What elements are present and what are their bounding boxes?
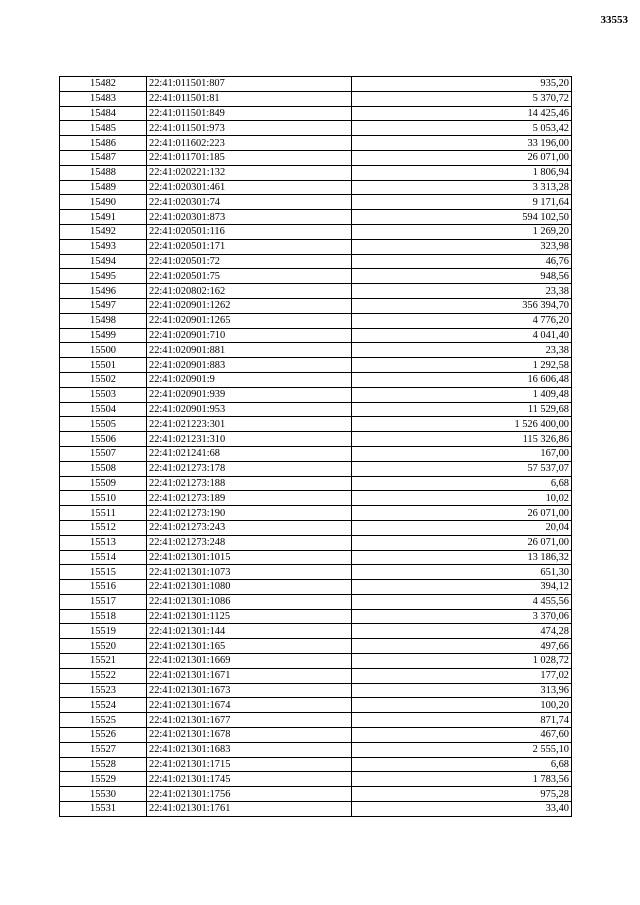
table-row	[60, 609, 572, 624]
value-cell: 20,04	[352, 520, 572, 535]
cadastral-number-cell: 22:41:011701:185	[147, 150, 352, 165]
table-row	[60, 698, 572, 713]
cadastral-number-cell: 22:41:021301:1673	[147, 683, 352, 698]
row-number-cell: 15519	[60, 624, 147, 639]
cadastral-number-cell: 22:41:021301:1669	[147, 654, 352, 669]
value-cell: 167,00	[352, 446, 572, 461]
value-cell: 474,28	[352, 624, 572, 639]
table-row	[60, 506, 572, 521]
cadastral-number-cell: 22:41:021301:1073	[147, 565, 352, 580]
table-row	[60, 372, 572, 387]
row-number-cell: 15525	[60, 713, 147, 728]
cadastral-value-table	[59, 76, 572, 817]
table-row	[60, 580, 572, 595]
table-row	[60, 402, 572, 417]
row-number-cell: 15482	[60, 77, 147, 92]
value-cell: 4 041,40	[352, 328, 572, 343]
value-cell: 1 292,58	[352, 358, 572, 373]
cadastral-number-cell: 22:41:020221:132	[147, 165, 352, 180]
value-cell: 467,60	[352, 728, 572, 743]
cadastral-number-cell: 22:41:020901:1265	[147, 313, 352, 328]
row-number-cell: 15491	[60, 210, 147, 225]
table-row	[60, 106, 572, 121]
cadastral-number-cell: 22:41:021301:1761	[147, 802, 352, 817]
cadastral-number-cell: 22:41:020802:162	[147, 284, 352, 299]
table-row	[60, 742, 572, 757]
row-number-cell: 15506	[60, 432, 147, 447]
row-number-cell: 15522	[60, 668, 147, 683]
value-cell: 871,74	[352, 713, 572, 728]
table-row	[60, 121, 572, 136]
value-cell: 10,02	[352, 491, 572, 506]
cadastral-number-cell: 22:41:021273:190	[147, 506, 352, 521]
cadastral-number-cell: 22:41:021301:1086	[147, 594, 352, 609]
value-cell: 1 028,72	[352, 654, 572, 669]
value-cell: 33,40	[352, 802, 572, 817]
value-cell: 497,66	[352, 639, 572, 654]
value-cell: 3 313,28	[352, 180, 572, 195]
table-row	[60, 683, 572, 698]
row-number-cell: 15499	[60, 328, 147, 343]
cadastral-number-cell: 22:41:021301:1015	[147, 550, 352, 565]
cadastral-number-cell: 22:41:021241:68	[147, 446, 352, 461]
row-number-cell: 15512	[60, 520, 147, 535]
row-number-cell: 15492	[60, 224, 147, 239]
cadastral-number-cell: 22:41:011501:849	[147, 106, 352, 121]
table-row	[60, 387, 572, 402]
row-number-cell: 15514	[60, 550, 147, 565]
value-cell: 5 370,72	[352, 91, 572, 106]
table-body	[60, 77, 572, 817]
table-row	[60, 476, 572, 491]
row-number-cell: 15526	[60, 728, 147, 743]
table-row	[60, 254, 572, 269]
table-row	[60, 432, 572, 447]
cadastral-number-cell: 22:41:011602:223	[147, 136, 352, 151]
value-cell: 16 606,48	[352, 372, 572, 387]
row-number-cell: 15524	[60, 698, 147, 713]
value-cell: 3 370,06	[352, 609, 572, 624]
value-cell: 46,76	[352, 254, 572, 269]
cadastral-number-cell: 22:41:021301:1671	[147, 668, 352, 683]
row-number-cell: 15507	[60, 446, 147, 461]
table-row	[60, 313, 572, 328]
cadastral-number-cell: 22:41:021301:1674	[147, 698, 352, 713]
row-number-cell: 15488	[60, 165, 147, 180]
cadastral-number-cell: 22:41:011501:973	[147, 121, 352, 136]
row-number-cell: 15487	[60, 150, 147, 165]
value-cell: 594 102,50	[352, 210, 572, 225]
row-number-cell: 15516	[60, 580, 147, 595]
row-number-cell: 15501	[60, 358, 147, 373]
row-number-cell: 15502	[60, 372, 147, 387]
table-row	[60, 269, 572, 284]
row-number-cell: 15497	[60, 298, 147, 313]
cadastral-number-cell: 22:41:021273:243	[147, 520, 352, 535]
row-number-cell: 15500	[60, 343, 147, 358]
table-row	[60, 136, 572, 151]
row-number-cell: 15521	[60, 654, 147, 669]
row-number-cell: 15503	[60, 387, 147, 402]
table-row	[60, 224, 572, 239]
table-row	[60, 639, 572, 654]
row-number-cell: 15520	[60, 639, 147, 654]
row-number-cell: 15490	[60, 195, 147, 210]
row-number-cell: 15505	[60, 417, 147, 432]
value-cell: 1 526 400,00	[352, 417, 572, 432]
table-row	[60, 550, 572, 565]
value-cell: 26 071,00	[352, 150, 572, 165]
cadastral-number-cell: 22:41:020501:171	[147, 239, 352, 254]
cadastral-number-cell: 22:41:020301:461	[147, 180, 352, 195]
cadastral-number-cell: 22:41:021301:144	[147, 624, 352, 639]
cadastral-number-cell: 22:41:021301:1677	[147, 713, 352, 728]
cadastral-number-cell: 22:41:021301:1715	[147, 757, 352, 772]
row-number-cell: 15486	[60, 136, 147, 151]
value-cell: 57 537,07	[352, 461, 572, 476]
value-cell: 4 455,56	[352, 594, 572, 609]
row-number-cell: 15518	[60, 609, 147, 624]
cadastral-number-cell: 22:41:020501:116	[147, 224, 352, 239]
row-number-cell: 15530	[60, 787, 147, 802]
table-row	[60, 328, 572, 343]
value-cell: 6,68	[352, 476, 572, 491]
value-cell: 6,68	[352, 757, 572, 772]
table-row	[60, 210, 572, 225]
row-number-cell: 15509	[60, 476, 147, 491]
row-number-cell: 15495	[60, 269, 147, 284]
cadastral-number-cell: 22:41:021273:248	[147, 535, 352, 550]
cadastral-number-cell: 22:41:021231:310	[147, 432, 352, 447]
cadastral-number-cell: 22:41:020301:873	[147, 210, 352, 225]
table-row	[60, 417, 572, 432]
cadastral-number-cell: 22:41:020501:75	[147, 269, 352, 284]
table-row	[60, 787, 572, 802]
value-cell: 115 326,86	[352, 432, 572, 447]
value-cell: 394,12	[352, 580, 572, 595]
value-cell: 1 806,94	[352, 165, 572, 180]
value-cell: 26 071,00	[352, 506, 572, 521]
table-row	[60, 491, 572, 506]
table-row	[60, 195, 572, 210]
cadastral-number-cell: 22:41:020301:74	[147, 195, 352, 210]
row-number-cell: 15517	[60, 594, 147, 609]
table-row	[60, 358, 572, 373]
table-row	[60, 239, 572, 254]
row-number-cell: 15496	[60, 284, 147, 299]
cadastral-number-cell: 22:41:011501:807	[147, 77, 352, 92]
table-row	[60, 165, 572, 180]
row-number-cell: 15511	[60, 506, 147, 521]
value-cell: 935,20	[352, 77, 572, 92]
cadastral-number-cell: 22:41:021301:1080	[147, 580, 352, 595]
cadastral-number-cell: 22:41:020901:710	[147, 328, 352, 343]
value-cell: 323,98	[352, 239, 572, 254]
cadastral-number-cell: 22:41:020901:939	[147, 387, 352, 402]
row-number-cell: 15489	[60, 180, 147, 195]
table-row	[60, 565, 572, 580]
value-cell: 1 269,20	[352, 224, 572, 239]
cadastral-number-cell: 22:41:021301:1756	[147, 787, 352, 802]
value-cell: 23,38	[352, 284, 572, 299]
table-row	[60, 91, 572, 106]
value-cell: 23,38	[352, 343, 572, 358]
row-number-cell: 15484	[60, 106, 147, 121]
cadastral-number-cell: 22:41:020901:1262	[147, 298, 352, 313]
table-row	[60, 713, 572, 728]
row-number-cell: 15493	[60, 239, 147, 254]
page-number: 33553	[600, 14, 628, 26]
value-cell: 2 555,10	[352, 742, 572, 757]
table-row	[60, 446, 572, 461]
cadastral-number-cell: 22:41:021301:165	[147, 639, 352, 654]
table-row	[60, 150, 572, 165]
table-row	[60, 757, 572, 772]
table-row	[60, 180, 572, 195]
cadastral-number-cell: 22:41:021273:189	[147, 491, 352, 506]
cadastral-number-cell: 22:41:020901:9	[147, 372, 352, 387]
row-number-cell: 15515	[60, 565, 147, 580]
value-cell: 5 053,42	[352, 121, 572, 136]
table-row	[60, 520, 572, 535]
value-cell: 9 171,64	[352, 195, 572, 210]
row-number-cell: 15485	[60, 121, 147, 136]
value-cell: 948,56	[352, 269, 572, 284]
row-number-cell: 15531	[60, 802, 147, 817]
cadastral-number-cell: 22:41:021223:301	[147, 417, 352, 432]
table-row	[60, 728, 572, 743]
row-number-cell: 15528	[60, 757, 147, 772]
table-row	[60, 535, 572, 550]
value-cell: 651,30	[352, 565, 572, 580]
value-cell: 177,02	[352, 668, 572, 683]
table-row	[60, 594, 572, 609]
value-cell: 26 071,00	[352, 535, 572, 550]
value-cell: 33 196,00	[352, 136, 572, 151]
table-row	[60, 654, 572, 669]
value-cell: 975,28	[352, 787, 572, 802]
value-cell: 313,96	[352, 683, 572, 698]
value-cell: 100,20	[352, 698, 572, 713]
table-row	[60, 343, 572, 358]
row-number-cell: 15498	[60, 313, 147, 328]
row-number-cell: 15529	[60, 772, 147, 787]
row-number-cell: 15527	[60, 742, 147, 757]
table-row	[60, 624, 572, 639]
value-cell: 14 425,46	[352, 106, 572, 121]
cadastral-number-cell: 22:41:021273:178	[147, 461, 352, 476]
row-number-cell: 15494	[60, 254, 147, 269]
cadastral-number-cell: 22:41:011501:81	[147, 91, 352, 106]
table-row	[60, 284, 572, 299]
cadastral-number-cell: 22:41:020501:72	[147, 254, 352, 269]
cadastral-number-cell: 22:41:020901:953	[147, 402, 352, 417]
row-number-cell: 15483	[60, 91, 147, 106]
row-number-cell: 15513	[60, 535, 147, 550]
cadastral-number-cell: 22:41:021301:1678	[147, 728, 352, 743]
value-cell: 4 776,20	[352, 313, 572, 328]
value-cell: 13 186,32	[352, 550, 572, 565]
cadastral-number-cell: 22:41:021273:188	[147, 476, 352, 491]
table-row	[60, 298, 572, 313]
row-number-cell: 15523	[60, 683, 147, 698]
value-cell: 1 783,56	[352, 772, 572, 787]
row-number-cell: 15504	[60, 402, 147, 417]
cadastral-number-cell: 22:41:021301:1125	[147, 609, 352, 624]
cadastral-number-cell: 22:41:021301:1745	[147, 772, 352, 787]
cadastral-number-cell: 22:41:020901:883	[147, 358, 352, 373]
table-row	[60, 461, 572, 476]
value-cell: 356 394,70	[352, 298, 572, 313]
table-row	[60, 802, 572, 817]
cadastral-number-cell: 22:41:021301:1683	[147, 742, 352, 757]
value-cell: 1 409,48	[352, 387, 572, 402]
table-row	[60, 772, 572, 787]
row-number-cell: 15508	[60, 461, 147, 476]
table-row	[60, 77, 572, 92]
table-row	[60, 668, 572, 683]
row-number-cell: 15510	[60, 491, 147, 506]
cadastral-number-cell: 22:41:020901:881	[147, 343, 352, 358]
value-cell: 11 529,68	[352, 402, 572, 417]
